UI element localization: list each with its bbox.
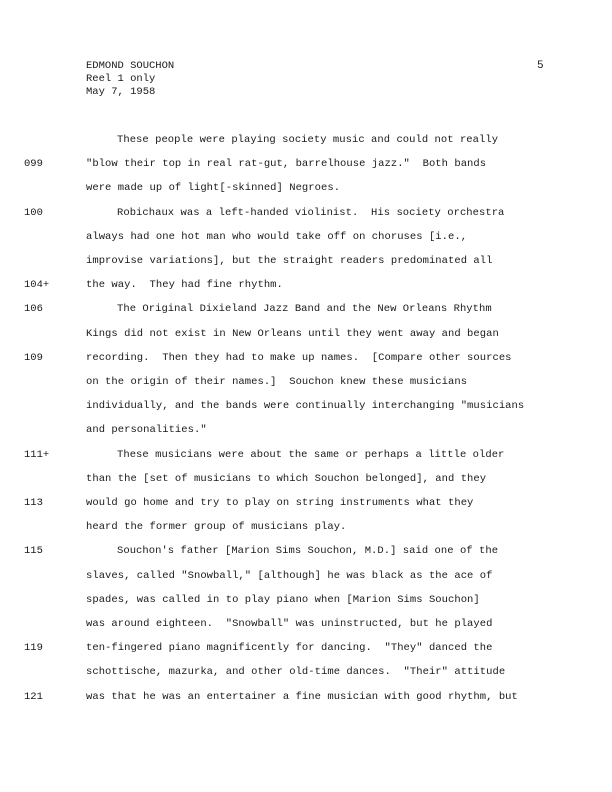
line-number: 104+ [24, 279, 50, 292]
transcript-line [0, 400, 612, 426]
transcript-line [0, 328, 612, 354]
line-number: 109 [24, 351, 43, 364]
line-text: ten-fingered piano magnificently for dancing. "They" danced the [86, 642, 493, 655]
line-number: 100 [24, 206, 43, 219]
line-text: These people were playing society music and could not really [117, 134, 499, 146]
transcript-line [0, 570, 612, 596]
line-text: individually, and the bands were continually interchanging "musicians [86, 400, 525, 413]
header-interviewee: EDMOND SOUCHON [86, 60, 175, 72]
line-text: spades, was called in to play piano when [Marion Sims Souchon] [86, 593, 480, 606]
line-text: was around eighteen. "Snowball" was uninstructed, but he played [86, 618, 493, 630]
transcript-line [0, 642, 612, 668]
line-number: 113 [24, 497, 43, 509]
line-text: recording. Then they had to make up names. [Compare other sources [86, 351, 512, 364]
transcript-line [0, 497, 612, 523]
line-text: Kings did not exist in New Orleans until they went away and began [86, 327, 499, 340]
transcript-line [0, 449, 612, 475]
line-text: The Original Dixieland Jazz Band and the New Orleans Rhythm [117, 303, 492, 316]
transcript-line [0, 691, 612, 717]
transcript-line [0, 231, 612, 257]
line-text: Souchon's father [Marion Sims Souchon, M.D.] said one of the [117, 545, 499, 558]
line-text: always had one hot man who would take off on choruses [i.e., [86, 230, 468, 243]
line-number: 099 [24, 158, 43, 171]
transcript-line [0, 666, 612, 692]
transcript-line [0, 134, 612, 160]
transcript-line [0, 279, 612, 305]
header-reel: Reel 1 only [86, 73, 156, 85]
line-text: improvise variations], but the straight readers predominated all [86, 255, 493, 267]
page-number: 5 [537, 60, 544, 72]
line-text: than the [set of musicians to which Souchon belonged], and they [86, 472, 487, 485]
line-number: 115 [24, 545, 43, 558]
transcript-line [0, 424, 612, 450]
line-text: schottische, mazurka, and other old-time dances. "Their" attitude [86, 666, 506, 679]
line-text: "blow their top in real rat-gut, barrelhouse jazz." Both bands [86, 158, 487, 171]
transcript-line [0, 545, 612, 571]
line-text: would go home and try to play on string instruments what they [86, 497, 474, 509]
line-number: 121 [24, 690, 43, 703]
transcript-line [0, 255, 612, 281]
transcript-line [0, 473, 612, 499]
line-text: was that he was an entertainer a fine musician with good rhythm, but [86, 690, 518, 703]
transcript-line [0, 182, 612, 208]
line-number: 106 [24, 303, 43, 316]
line-text: on the origin of their names.] Souchon knew these musicians [86, 376, 468, 388]
line-text: heard the former group of musicians play. [86, 521, 347, 534]
header-date: May 7, 1958 [86, 86, 156, 98]
transcript-line [0, 158, 612, 184]
line-text: These musicians were about the same or perhaps a little older [117, 448, 505, 461]
transcript-line [0, 618, 612, 644]
line-text: slaves, called "Snowball," [although] he was black as the ace of [86, 569, 493, 582]
line-text: the way. They had fine rhythm. [86, 279, 283, 292]
line-text: Robichaux was a left-handed violinist. His society orchestra [117, 206, 505, 219]
line-number: 111+ [24, 448, 50, 461]
line-text: were made up of light[-skinned] Negroes. [86, 182, 341, 195]
line-text: and personalities." [86, 424, 207, 437]
transcript-line [0, 376, 612, 402]
line-number: 119 [24, 642, 43, 655]
transcript-line [0, 352, 612, 378]
transcript-line [0, 207, 612, 233]
transcript-line [0, 303, 612, 329]
transcript-line [0, 521, 612, 547]
transcript-line [0, 594, 612, 620]
